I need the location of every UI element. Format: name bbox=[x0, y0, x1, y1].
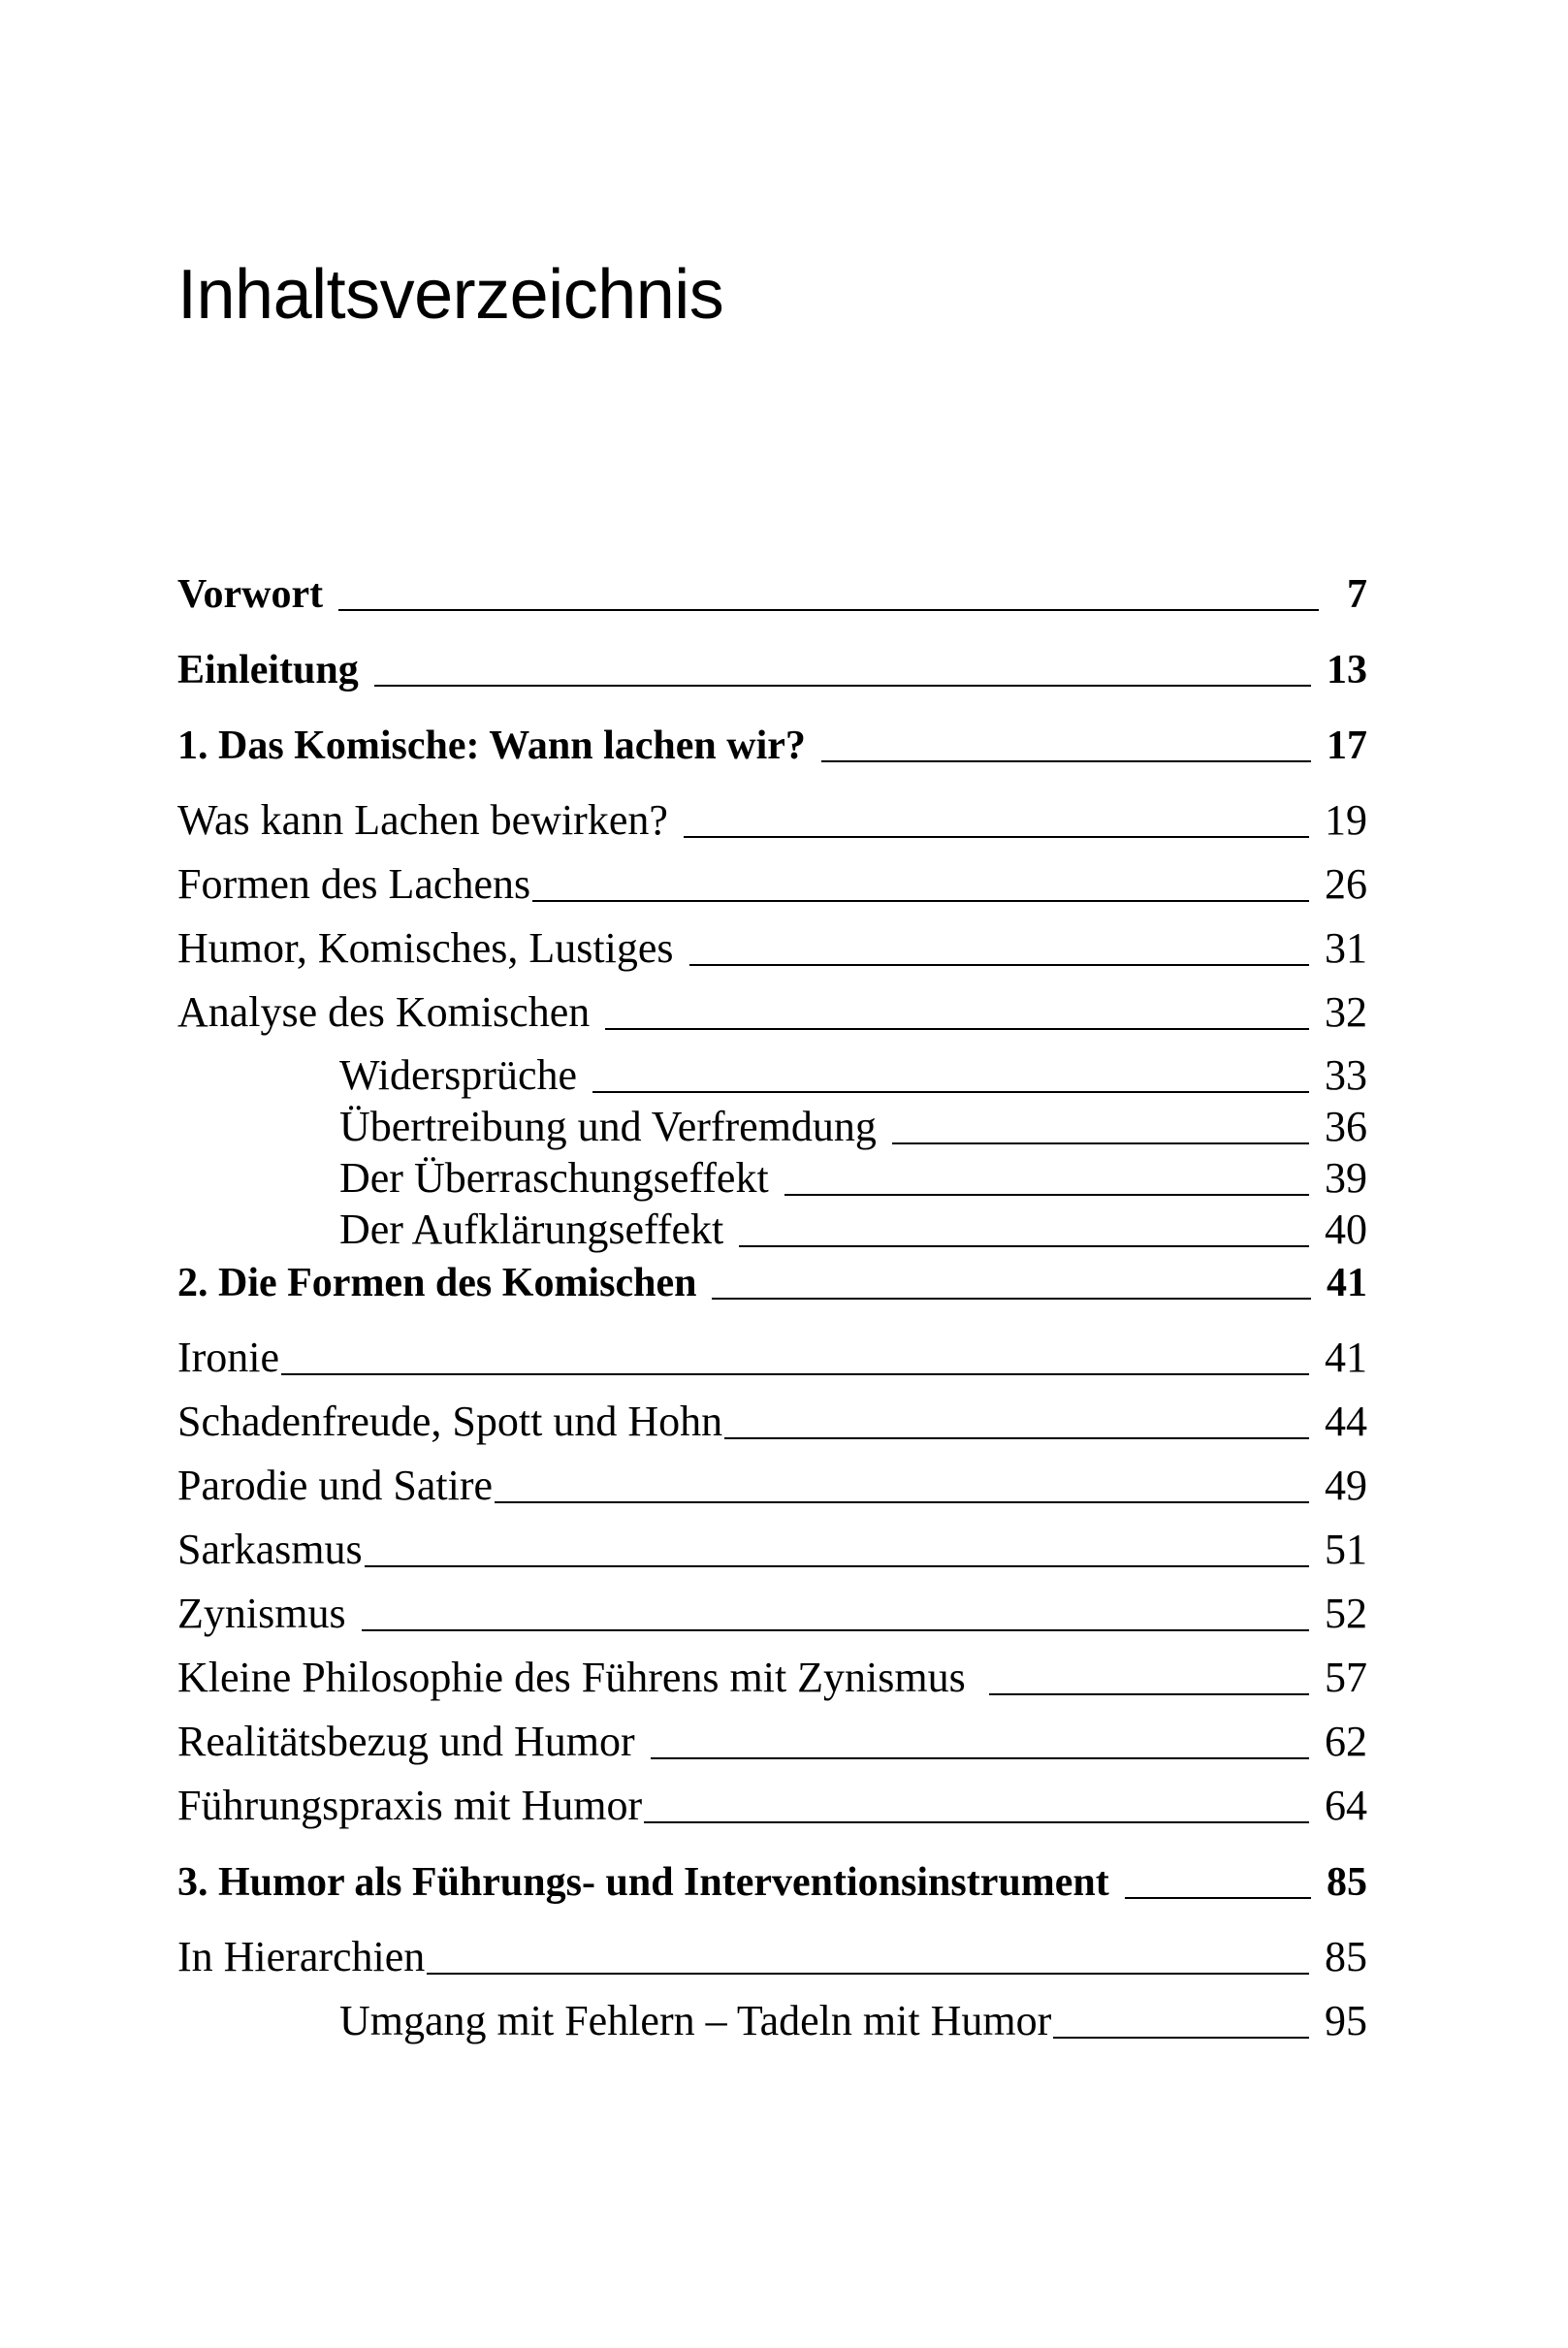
toc-subentry bbox=[339, 1988, 1367, 2042]
toc-leader-line bbox=[892, 1142, 1309, 1144]
toc-subentry bbox=[339, 1197, 1367, 1251]
toc-chapter-2 bbox=[177, 1249, 1367, 1303]
toc-entry-label: Sarkasmus bbox=[177, 1526, 363, 1573]
toc-entry-label: Schadenfreude, Spott und Hohn bbox=[177, 1398, 723, 1445]
page-title: Inhaltsverzeichnis bbox=[177, 256, 724, 334]
toc-entry-label: 1. Das Komische: Wann lachen wir? bbox=[177, 724, 806, 768]
toc-entry-label: Realitätsbezug und Humor bbox=[177, 1718, 635, 1765]
toc-page-number: 7 bbox=[1347, 572, 1367, 617]
toc-entry bbox=[177, 916, 1367, 970]
toc-entry-label: Analyse des Komischen bbox=[177, 988, 591, 1036]
toc-entry bbox=[177, 1453, 1367, 1507]
toc-entry-label: 2. Die Formen des Komischen bbox=[177, 1261, 697, 1305]
toc-page-number: 57 bbox=[1325, 1654, 1367, 1701]
toc-leader-line bbox=[689, 964, 1309, 966]
toc-entry bbox=[177, 1773, 1367, 1827]
toc-page-number: 19 bbox=[1325, 796, 1367, 844]
toc-page-number: 95 bbox=[1325, 1997, 1367, 2044]
toc-page-number: 44 bbox=[1325, 1398, 1367, 1445]
toc-entry-label: Vorwort bbox=[177, 572, 324, 617]
toc-page-number: 13 bbox=[1327, 648, 1367, 692]
toc-leader-line bbox=[724, 1437, 1309, 1439]
toc-entry bbox=[177, 1325, 1367, 1379]
toc-leader-line bbox=[532, 900, 1309, 902]
toc-leader-line bbox=[712, 1298, 1311, 1300]
toc-entry-label: In Hierarchien bbox=[177, 1933, 426, 1980]
toc-leader-line bbox=[281, 1373, 1309, 1375]
toc-leader-line bbox=[651, 1757, 1309, 1759]
toc-page-number: 32 bbox=[1325, 988, 1367, 1036]
toc-leader-line bbox=[821, 760, 1311, 762]
toc-entry-label: Formen des Lachens bbox=[177, 860, 531, 908]
toc-subentry bbox=[339, 1145, 1367, 1200]
toc-page-number: 85 bbox=[1327, 1860, 1367, 1905]
toc-entry bbox=[177, 1389, 1367, 1443]
toc-page-number: 33 bbox=[1325, 1051, 1367, 1099]
toc-subentry bbox=[339, 1094, 1367, 1148]
toc-leader-line bbox=[644, 1821, 1309, 1823]
toc-page-number: 26 bbox=[1325, 860, 1367, 908]
toc-leader-line bbox=[365, 1565, 1309, 1567]
toc-leader-line bbox=[1053, 2037, 1309, 2039]
toc-page-number: 41 bbox=[1327, 1261, 1367, 1305]
toc-page-number: 49 bbox=[1325, 1462, 1367, 1509]
toc-entry bbox=[177, 852, 1367, 906]
toc-page-number: 85 bbox=[1325, 1933, 1367, 1980]
toc-page-number: 31 bbox=[1325, 924, 1367, 972]
toc-page-number: 36 bbox=[1325, 1103, 1367, 1150]
toc-entry bbox=[177, 1709, 1367, 1763]
toc-leader-line bbox=[495, 1501, 1309, 1503]
toc-leader-line bbox=[784, 1194, 1309, 1196]
toc-page-number: 17 bbox=[1327, 724, 1367, 768]
toc-entry bbox=[177, 1581, 1367, 1635]
toc-entry-label: Der Überraschungseffekt bbox=[339, 1154, 769, 1202]
toc-page-number: 64 bbox=[1325, 1782, 1367, 1829]
toc-page-number: 40 bbox=[1325, 1206, 1367, 1253]
toc-entry-label: Zynismus bbox=[177, 1590, 346, 1637]
toc-entry-vorwort bbox=[177, 561, 1367, 615]
toc-leader-line bbox=[989, 1693, 1309, 1695]
toc-chapter-3 bbox=[177, 1849, 1367, 1903]
toc-entry bbox=[177, 788, 1367, 842]
toc-leader-line bbox=[684, 836, 1309, 838]
toc-subentry bbox=[339, 1043, 1367, 1097]
toc-leader-line bbox=[427, 1973, 1309, 1975]
toc-entry-label: Humor, Komisches, Lustiges bbox=[177, 924, 674, 972]
toc-entry-label: Ironie bbox=[177, 1334, 280, 1381]
toc-chapter-1 bbox=[177, 712, 1367, 766]
toc-leader-line bbox=[592, 1091, 1309, 1093]
toc-leader-line bbox=[338, 609, 1319, 611]
toc-page-number: 52 bbox=[1325, 1590, 1367, 1637]
toc-entry-einleitung bbox=[177, 636, 1367, 691]
toc-leader-line bbox=[605, 1028, 1309, 1030]
toc-entry bbox=[177, 1645, 1367, 1699]
toc-leader-line bbox=[374, 685, 1311, 687]
toc-entry-label: Umgang mit Fehlern – Tadeln mit Humor bbox=[339, 1997, 1052, 2044]
toc-page-number: 51 bbox=[1325, 1526, 1367, 1573]
toc-entry-label: Widersprüche bbox=[339, 1051, 578, 1099]
toc-page-number: 41 bbox=[1325, 1334, 1367, 1381]
toc-entry-label: Führungspraxis mit Humor bbox=[177, 1782, 643, 1829]
toc-entry bbox=[177, 1924, 1367, 1978]
toc-entry-label: Kleine Philosophie des Führens mit Zynismus bbox=[177, 1654, 966, 1701]
toc-entry bbox=[177, 980, 1367, 1034]
toc-entry-label: Was kann Lachen bewirken? bbox=[177, 796, 668, 844]
toc-entry bbox=[177, 1517, 1367, 1571]
toc-entry-label: Parodie und Satire bbox=[177, 1462, 494, 1509]
toc-page-number: 39 bbox=[1325, 1154, 1367, 1202]
toc-entry-label: Der Aufklärungseffekt bbox=[339, 1206, 724, 1253]
toc-entry-label: Übertreibung und Verfremdung bbox=[339, 1103, 877, 1150]
toc-entry-label: 3. Humor als Führungs- und Interventionsinstrument bbox=[177, 1860, 1109, 1905]
toc-leader-line bbox=[1125, 1897, 1311, 1899]
toc-leader-line bbox=[739, 1245, 1309, 1247]
toc-entry-label: Einleitung bbox=[177, 648, 359, 692]
toc-leader-line bbox=[362, 1629, 1309, 1631]
toc-page-number: 62 bbox=[1325, 1718, 1367, 1765]
